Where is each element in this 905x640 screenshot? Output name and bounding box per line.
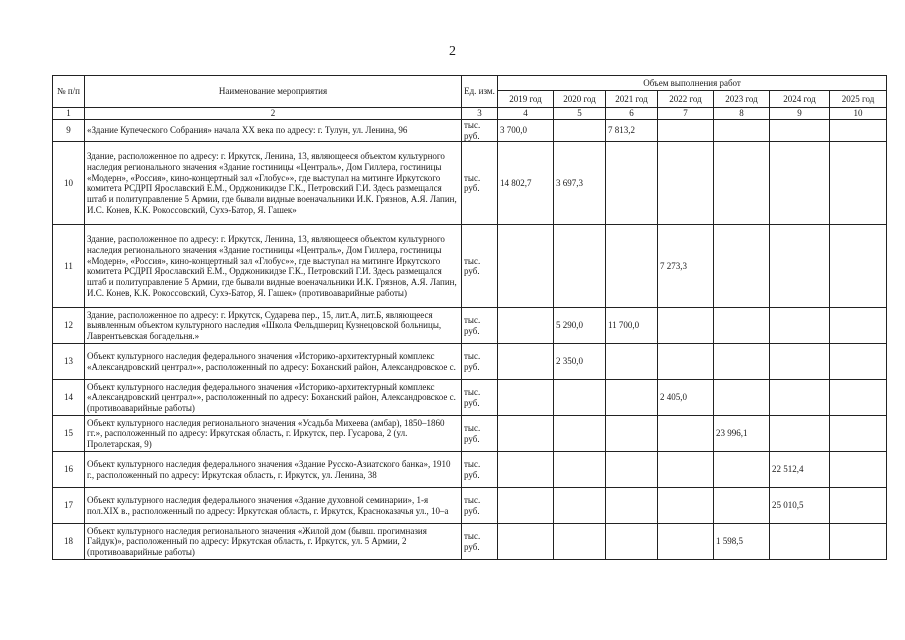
row-value: [658, 308, 714, 344]
row-name: Здание, расположенное по адресу: г. Иркутск, Ленина, 13, являющееся объектом культурного наследия регионального значения «Здание гостиницы «Централь», Дом Гиллера, гостиницы «Модерн», «Россия», кино-концертный зал «Глобус»», где выступал на митинге Иркутского комитета РСДРП Ярославский Е.М., Орджоникидзе Г.К., Петровский Г.И. Здесь размещался штаб и политуправление 5 Армии, где бывали видные военачальники И.К. Грязнов, А.Я. Лапин, И.С. Конев, К.К. Рокоссовский, Сухэ-Батор, Я. Гашек» (противоаварийные работы): [85, 225, 462, 308]
column-index: 9: [770, 108, 830, 120]
row-value: [830, 344, 887, 380]
row-value: [714, 225, 770, 308]
column-index-row: [53, 108, 887, 120]
row-value: [714, 308, 770, 344]
row-value: [830, 142, 887, 225]
row-value: [498, 416, 554, 452]
works-table: [52, 75, 887, 560]
row-unit: тыс. руб.: [462, 524, 498, 560]
row-value: [606, 344, 658, 380]
header-year: 2019 год: [498, 91, 554, 108]
row-value: [498, 524, 554, 560]
table-row: [53, 416, 887, 452]
table-row: [53, 380, 887, 416]
row-value: [770, 416, 830, 452]
column-index: 10: [830, 108, 887, 120]
row-value: [554, 488, 606, 524]
row-number: 17: [53, 488, 85, 524]
row-name: Объект культурного наследия регионального значения «Усадьба Михеева (амбар), 1850–1860 гг.», расположенный по адресу: Иркутская область, г. Иркутск, пер. Гусарова, 2 (ул. Пролетарская, 9): [85, 416, 462, 452]
column-index: 5: [554, 108, 606, 120]
table-row: [53, 452, 887, 488]
table-row: [53, 524, 887, 560]
row-value: 2 405,0: [658, 380, 714, 416]
row-value: [830, 488, 887, 524]
header-year: 2024 год: [770, 91, 830, 108]
row-value: [498, 308, 554, 344]
row-value: 25 010,5: [770, 488, 830, 524]
row-unit: тыс. руб.: [462, 488, 498, 524]
row-value: [830, 308, 887, 344]
row-value: 7 813,2: [606, 119, 658, 142]
row-value: [606, 225, 658, 308]
row-unit: тыс. руб.: [462, 452, 498, 488]
page-number: 2: [449, 44, 456, 59]
row-unit: тыс. руб.: [462, 308, 498, 344]
row-value: [606, 142, 658, 225]
row-number: 12: [53, 308, 85, 344]
row-name: Объект культурного наследия федерального значения «Историко-архитектурный комплекс «Александровский централ»», расположенный по адресу: Боханский район, Александровское с.: [85, 344, 462, 380]
row-value: [770, 119, 830, 142]
header-year: 2025 год: [830, 91, 887, 108]
row-value: [830, 225, 887, 308]
row-value: [714, 380, 770, 416]
row-value: [770, 524, 830, 560]
column-index: 7: [658, 108, 714, 120]
row-value: [830, 119, 887, 142]
row-value: 3 697,3: [554, 142, 606, 225]
row-value: [554, 119, 606, 142]
row-value: [554, 524, 606, 560]
row-value: [830, 524, 887, 560]
row-unit: тыс. руб.: [462, 380, 498, 416]
row-value: 5 290,0: [554, 308, 606, 344]
column-index: 6: [606, 108, 658, 120]
row-value: [606, 380, 658, 416]
row-value: [554, 452, 606, 488]
row-value: 11 700,0: [606, 308, 658, 344]
row-value: [830, 452, 887, 488]
header-unit: Ед. изм.: [462, 76, 498, 108]
row-value: [714, 142, 770, 225]
row-value: 1 598,5: [714, 524, 770, 560]
row-unit: тыс. руб.: [462, 225, 498, 308]
row-name: Объект культурного наследия федерального значения «Историко-архитектурный комплекс «Александровский централ»», расположенный по адресу: Боханский район, Александровское с. (противоаварийные работы): [85, 380, 462, 416]
row-name: Здание, расположенное по адресу: г. Иркутск, Ленина, 13, являющееся объектом культурного наследия регионального значения «Здание гостиницы «Централь», Дом Гиллера, гостиницы «Модерн», «Россия», кино-концертный зал «Глобус»», где выступал на митинге Иркутского комитета РСДРП Ярославский Е.М., Орджоникидзе Г.К., Петровский Г.И. Здесь размещался штаб и политуправление 5 Армии, где бывали видные военачальники И.К. Грязнов, А.Я. Лапин, И.С. Конев, К.К. Рокоссовский, Сухэ-Батор, Я. Гашек»: [85, 142, 462, 225]
row-value: [658, 344, 714, 380]
row-value: [606, 524, 658, 560]
row-value: 22 512,4: [770, 452, 830, 488]
row-value: [770, 380, 830, 416]
row-number: 9: [53, 119, 85, 142]
row-value: [498, 380, 554, 416]
row-number: 13: [53, 344, 85, 380]
row-value: [770, 344, 830, 380]
header-year: 2020 год: [554, 91, 606, 108]
row-name: Объект культурного наследия федерального значения «Здание духовной семинарии», 1-я пол.XIX в., расположенный по адресу: Иркутская область, г. Иркутск, Красноказачья ул., 10–а: [85, 488, 462, 524]
row-name: Объект культурного наследия регионального значения «Жилой дом (бывш. прогимназия Гайдук)», расположенный по адресу: Иркутская область, г. Иркутск, ул. 5 Армии, 2 (противоаварийные работы): [85, 524, 462, 560]
row-value: [714, 452, 770, 488]
row-number: 14: [53, 380, 85, 416]
row-value: [554, 225, 606, 308]
column-index: 8: [714, 108, 770, 120]
header-name: Наименование мероприятия: [85, 76, 462, 108]
row-name: Здание, расположенное по адресу: г. Иркутск, Сударева пер., 15, лит.А, лит.Б, являющееся выявленным объектом культурного наследия «Школа Фельдшериц Кузнецовской больницы, Лаврентьевская богадельня.»: [85, 308, 462, 344]
row-value: [830, 416, 887, 452]
column-index: 4: [498, 108, 554, 120]
row-number: 11: [53, 225, 85, 308]
row-value: [554, 416, 606, 452]
row-value: [606, 488, 658, 524]
row-value: 3 700,0: [498, 119, 554, 142]
row-value: [770, 308, 830, 344]
header-year: 2023 год: [714, 91, 770, 108]
row-value: 14 802,7: [498, 142, 554, 225]
row-unit: тыс. руб.: [462, 344, 498, 380]
table-row: [53, 344, 887, 380]
header-row: [53, 76, 887, 91]
column-index: 2: [85, 108, 462, 120]
header-year: 2022 год: [658, 91, 714, 108]
row-number: 16: [53, 452, 85, 488]
row-unit: тыс. руб.: [462, 416, 498, 452]
row-value: [658, 416, 714, 452]
header-volume: Объем выполнения работ: [498, 76, 887, 91]
row-number: 10: [53, 142, 85, 225]
row-value: [714, 488, 770, 524]
header-year: 2021 год: [606, 91, 658, 108]
row-name: Объект культурного наследия федерального значения «Здание Русско-Азиатского банка», 1910 г., расположенный по адресу: Иркутская область, г. Иркутск, ул. Ленина, 38: [85, 452, 462, 488]
row-value: [714, 344, 770, 380]
table-row: [53, 119, 887, 142]
row-value: [498, 225, 554, 308]
row-name: «Здание Купеческого Собрания» начала XX века по адресу: г. Тулун, ул. Ленина, 96: [85, 119, 462, 142]
table-row: [53, 488, 887, 524]
row-unit: тыс. руб.: [462, 142, 498, 225]
row-number: 18: [53, 524, 85, 560]
row-value: [658, 452, 714, 488]
row-value: 23 996,1: [714, 416, 770, 452]
row-value: [606, 416, 658, 452]
row-value: [658, 119, 714, 142]
column-index: 3: [462, 108, 498, 120]
row-value: [830, 380, 887, 416]
row-value: 2 350,0: [554, 344, 606, 380]
header-num: № п/п: [53, 76, 85, 108]
row-value: [714, 119, 770, 142]
table-row: [53, 142, 887, 225]
table-row: [53, 308, 887, 344]
row-value: [498, 488, 554, 524]
row-value: [770, 142, 830, 225]
row-value: [498, 452, 554, 488]
row-value: [606, 452, 658, 488]
row-value: [658, 488, 714, 524]
table-body: [53, 119, 887, 560]
row-value: [658, 524, 714, 560]
column-index: 1: [53, 108, 85, 120]
row-value: 7 273,3: [658, 225, 714, 308]
row-unit: тыс. руб.: [462, 119, 498, 142]
table-row: [53, 225, 887, 308]
row-number: 15: [53, 416, 85, 452]
row-value: [770, 225, 830, 308]
row-value: [554, 380, 606, 416]
row-value: [658, 142, 714, 225]
row-value: [498, 344, 554, 380]
